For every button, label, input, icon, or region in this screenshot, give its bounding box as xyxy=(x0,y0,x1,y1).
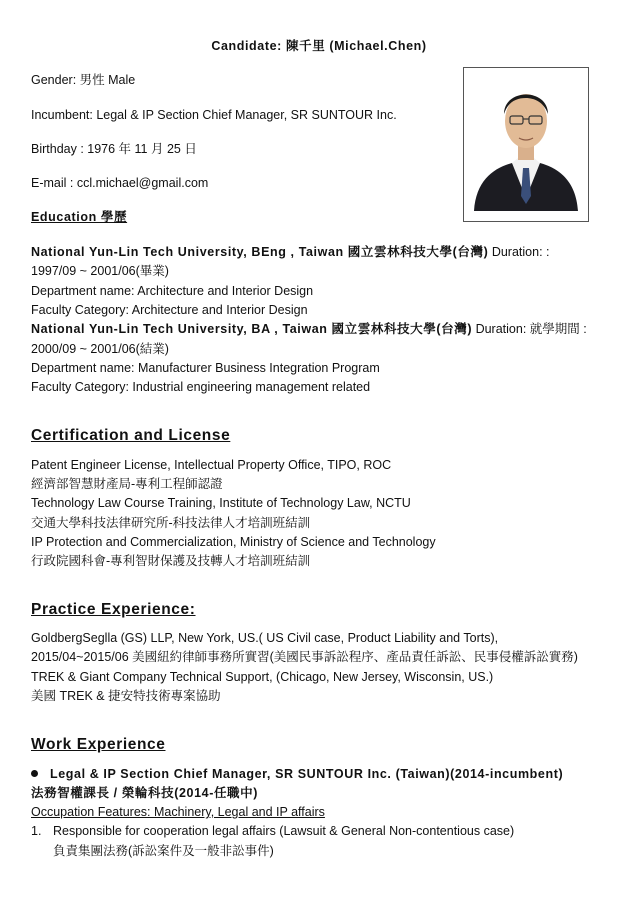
certification-line: IP Protection and Commercialization, Ministry of Science and Technology xyxy=(31,535,436,549)
job-title-zh: 法務智權課長 / 榮輪科技(2014-任職中) xyxy=(31,786,259,800)
occupation-features: Occupation Features: Machinery, Legal and IP affairs xyxy=(31,805,325,819)
education-entry-2-school: National Yun-Lin Tech University, BA , Taiwan 國立雲林科技大學(台灣) xyxy=(31,322,473,336)
birthday-line: Birthday : 1976 年 11 月 25 日 xyxy=(31,142,197,156)
practice-line: GoldbergSeglla (GS) LLP, New York, US.( US Civil case, Product Liability and Torts), xyxy=(31,631,499,645)
job-title: Legal & IP Section Chief Manager, SR SUNTOUR Inc. (Taiwan)(2014-incumbent) xyxy=(50,767,564,781)
portrait-image xyxy=(464,68,588,221)
job-title-line xyxy=(31,765,563,784)
certification-line: Patent Engineer License, Intellectual Property Office, TIPO, ROC xyxy=(31,458,392,472)
gender-line: Gender: 男性 Male xyxy=(31,73,136,87)
education-entry-1-faculty: Faculty Category: Architecture and Interior Design xyxy=(31,303,308,317)
education-entry-2-faculty: Faculty Category: Industrial engineering management related xyxy=(31,380,371,394)
practice-heading: Practice Experience: xyxy=(31,601,196,618)
education-entry-2-school-line xyxy=(31,320,587,339)
certification-heading: Certification and License xyxy=(31,427,231,444)
incumbent-line: Incumbent: Legal & IP Section Chief Manager, SR SUNTOUR Inc. xyxy=(31,108,397,122)
work-item-text-zh: 負責集團法務(訴訟案件及一般非訟事件) xyxy=(53,844,274,858)
practice-line: 2015/04~2015/06 美國紐約律師事務所實習(美國民事訴訟程序、產品責任訴訟、民事侵權訴訟實務) xyxy=(31,650,578,664)
certification-line: 經濟部智慧財產局-專利工程師認證 xyxy=(31,477,223,491)
bullet-icon xyxy=(31,770,38,777)
certification-line: Technology Law Course Training, Institute of Technology Law, NCTU xyxy=(31,496,411,510)
education-entry-1-school: National Yun-Lin Tech University, BEng , Taiwan 國立雲林科技大學(台灣) xyxy=(31,245,489,259)
work-heading: Work Experience xyxy=(31,736,166,753)
practice-line: 美國 TREK & 捷安特技術專案協助 xyxy=(31,689,221,703)
certification-line: 交通大學科技法律研究所-科技法律人才培訓班結訓 xyxy=(31,516,311,530)
education-entry-2-duration: Duration: 就學期間 : xyxy=(472,322,587,336)
education-entry-2-department: Department name: Manufacturer Business Integration Program xyxy=(31,361,380,375)
candidate-photo xyxy=(463,67,589,222)
education-entry-1-school-line xyxy=(31,243,549,262)
candidate-title: Candidate: 陳千里 (Michael.Chen) xyxy=(211,39,427,53)
education-entry-2-period: 2000/09 ~ 2001/06(結業) xyxy=(31,342,169,356)
education-entry-1-department: Department name: Architecture and Interior Design xyxy=(31,284,314,298)
email-line: E-mail : ccl.michael@gmail.com xyxy=(31,176,209,190)
practice-line: TREK & Giant Company Technical Support, (Chicago, New Jersey, Wisconsin, US.) xyxy=(31,670,494,684)
work-item-text: Responsible for cooperation legal affairs (Lawsuit & General Non-contentious case) xyxy=(53,824,515,838)
education-entry-1-period: 1997/09 ~ 2001/06(畢業) xyxy=(31,264,169,278)
certification-line: 行政院國科會-專利智財保護及技轉人才培訓班結訓 xyxy=(31,554,311,568)
education-heading: Education 學歷 xyxy=(31,210,128,224)
work-item-number: 1. xyxy=(31,824,42,838)
education-entry-1-duration: Duration: : xyxy=(488,245,550,259)
